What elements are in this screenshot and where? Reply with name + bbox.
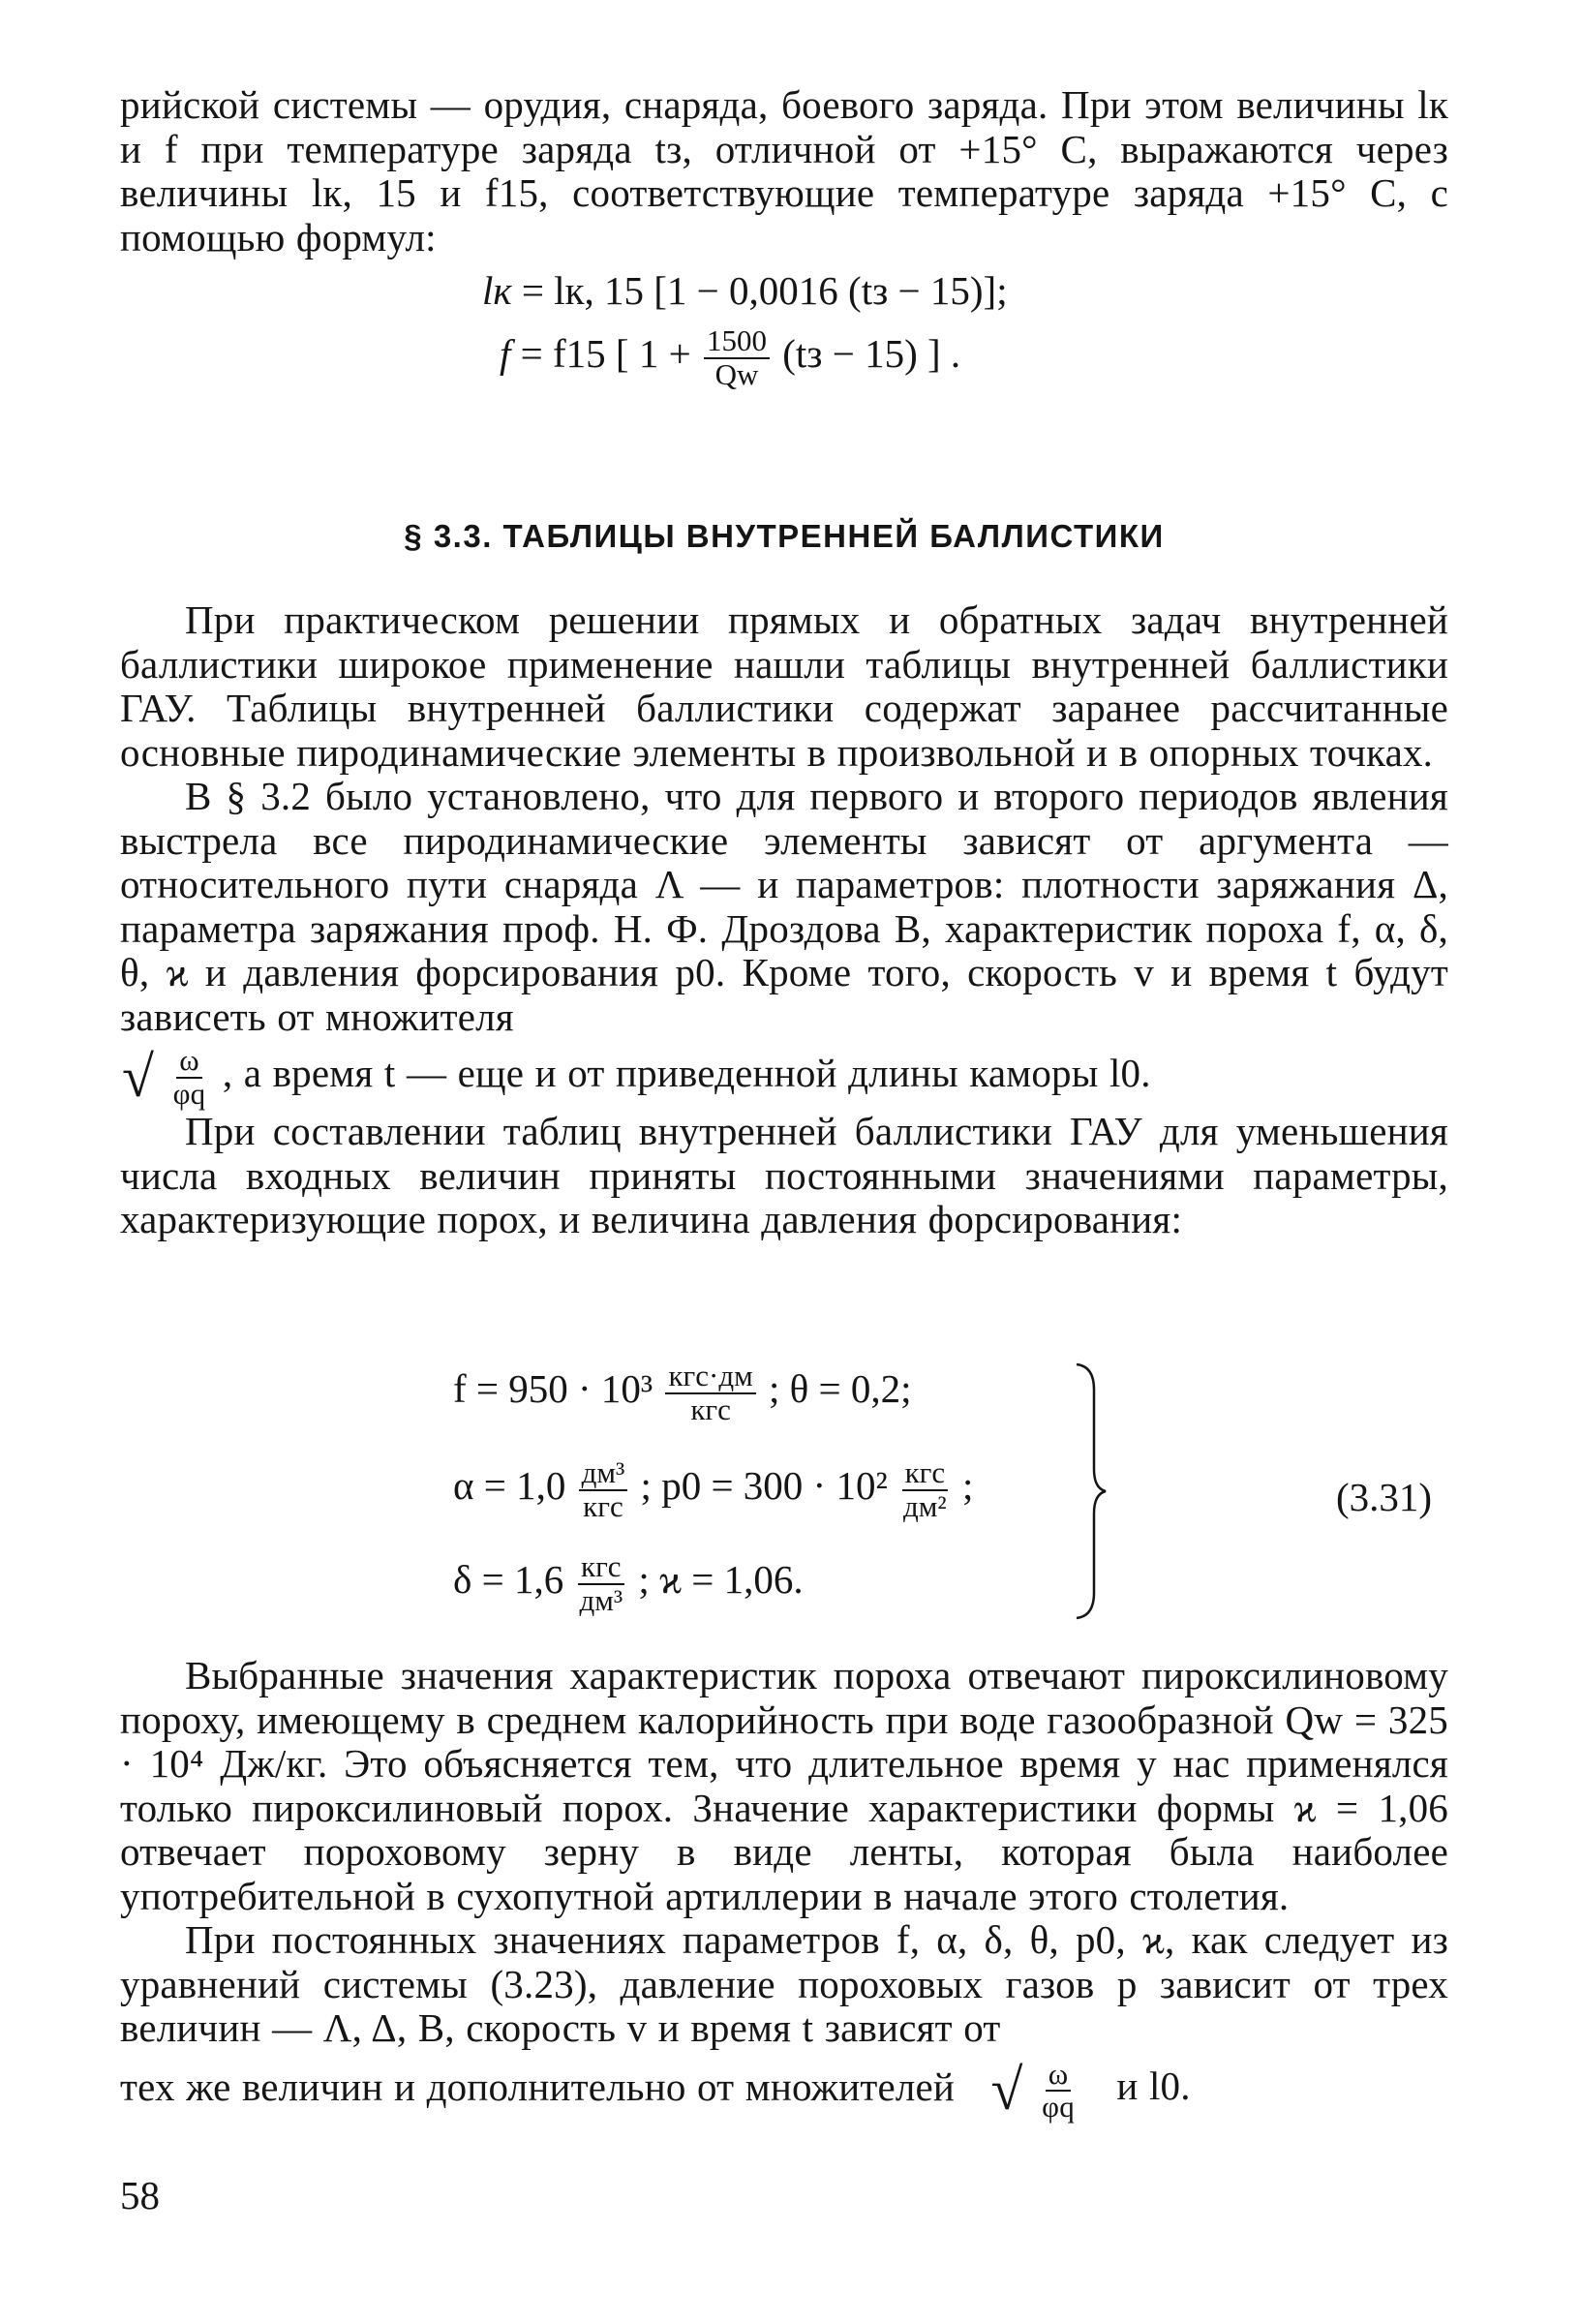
formula-f (500, 325, 960, 390)
system-row-2 (453, 1457, 973, 1522)
sys-row2-a: α = 1,0 (453, 1462, 566, 1508)
intro-text (120, 83, 1448, 260)
sys-row2-c: ; (961, 1462, 974, 1508)
equation-number: (3.31) (1336, 1475, 1433, 1519)
system-row-1 (453, 1361, 912, 1425)
sys-row1-frac (665, 1361, 755, 1425)
system-row-3 (453, 1551, 804, 1616)
formula-2-fraction (704, 325, 770, 390)
sys-row3-den: дм³ (579, 1582, 623, 1617)
sqrt-icon: √ (122, 1044, 155, 1109)
paragraph-constant-params: При постоянных значениях параметров f, α, δ, θ, p0, ϰ, как следует из уравнений системы (3.23), давление пороховых газов p зависит от трех величин — Λ, Δ, B, скорость v и время t зависят от (120, 1917, 1448, 2050)
formula-2-post: (tз − 15) ] . (782, 330, 961, 376)
sys-row2-num1: дм³ (579, 1457, 628, 1491)
formula-2-frac-den: Qw (714, 356, 759, 391)
body-text-2 (120, 1654, 1448, 2124)
sys-row2-num2: кгс (902, 1457, 949, 1491)
sys-row2-den1: кгс (583, 1488, 623, 1523)
paragraph-tables: При практическом решении прямых и обратных задач внутренней баллистики широкое применение нашли таблицы внутренней баллистики ГАУ. Таблицы внутренней баллистики содержат заранее рассчитанные основные пиродинамические элементы в произвольной и в опорных точках. (120, 597, 1448, 775)
page-number: 58 (120, 2173, 160, 2217)
paragraph-dependence: В § 3.2 было установлено, что для первого и второго периодов явления выстрела все пиродинамические элементы зависят от аргумента — относительного пути снаряда Λ — и параметров: плотности заряжания Δ, параметра заряжания проф. Н. Ф. Дроздова B, характеристик пороха f, α, δ, θ, ϰ и давления форсирования p0. Кроме того, скорость v и время t будут зависеть от множителя (120, 774, 1448, 1039)
sqrt-line-2 (120, 2056, 1448, 2125)
sys-row2-frac1 (579, 1457, 628, 1522)
formula-1-rhs: = lк, 15 [1 − 0,0016 (tз − 15)]; (521, 268, 1008, 313)
sqrt-line-1 (120, 1045, 1448, 1110)
sqrt-icon-2: √ (990, 2058, 1023, 2123)
body-text-1 (120, 598, 1448, 1242)
sys-row2-den2: дм² (903, 1488, 947, 1523)
sqrt-2-den: φq (1042, 2090, 1075, 2125)
formula-2-pre: = f15 [ 1 + (520, 330, 691, 376)
sys-row2-b: ; p0 = 300 · 10² (640, 1462, 888, 1508)
formula-2-frac-num: 1500 (704, 325, 770, 359)
section-title: § 3.3. ТАБЛИЦЫ ВНУТРЕННЕЙ БАЛЛИСТИКИ (404, 518, 1165, 554)
final-line-text: тех же величин и дополнительно от множителей (120, 2064, 956, 2109)
sqrt-1-num: ω (176, 1045, 202, 1079)
formula-1-lhs: lк (482, 268, 512, 313)
sqrt-1-den: φq (172, 1076, 206, 1111)
brace-path (1077, 1364, 1106, 1618)
sys-row3-b: ; ϰ = 1,06. (638, 1556, 804, 1602)
sqrt-2-num: ω (1046, 2059, 1072, 2093)
sys-row3-num: кгс (578, 1551, 624, 1585)
sys-row1-b: ; θ = 0,2; (768, 1365, 912, 1411)
sys-row1-num: кгс·дм (665, 1361, 755, 1394)
sys-row1-den: кгс (690, 1391, 731, 1426)
paragraph-dependence-tail: , а время t — еще и от приведенной длины каморы l0. (222, 1050, 1151, 1095)
formula-lk (482, 268, 1008, 313)
paragraph-powder: Выбранные значения характеристик пороха отвечают пироксилиновому пороху, имеющему в среднем калорийность при воде газообразной Qw = 325 · 10⁴ Дж/кг. Это объясняется тем, что длительное время у нас применялся только пироксилиновый порох. Значение характеристики формы ϰ = 1,06 отвечает пороховому зерну в виде ленты, которая была наиболее употребительной в сухопутной артиллерии в начале этого столетия. (120, 1653, 1448, 1918)
sqrt-fraction-2 (1039, 2056, 1078, 2125)
system-brace (1073, 1361, 1111, 1622)
final-line-tail: и l0. (1116, 2064, 1191, 2109)
sys-row3-frac (576, 1551, 625, 1616)
sys-row3-a: δ = 1,6 (453, 1556, 564, 1602)
formula-2-lhs: f (500, 330, 511, 376)
sys-row2-frac2 (900, 1457, 950, 1522)
paragraph-constants: При составлении таблиц внутренней баллистики ГАУ для уменьшения числа входных величин приняты постоянными значениями параметры, характеризующие порох, и величина давления форсирования: (120, 1109, 1448, 1242)
sys-row1-a: f = 950 · 10³ (453, 1365, 653, 1411)
intro-paragraph: рийской системы — орудия, снаряда, боевого заряда. При этом величины lк и f при температуре заряда tз, отличной от +15° С, выражаются через величины lк, 15 и f15, соответствующие температуре заряда +15° С, с помощью формул: (120, 82, 1448, 260)
sqrt-fraction-1 (170, 1045, 209, 1110)
